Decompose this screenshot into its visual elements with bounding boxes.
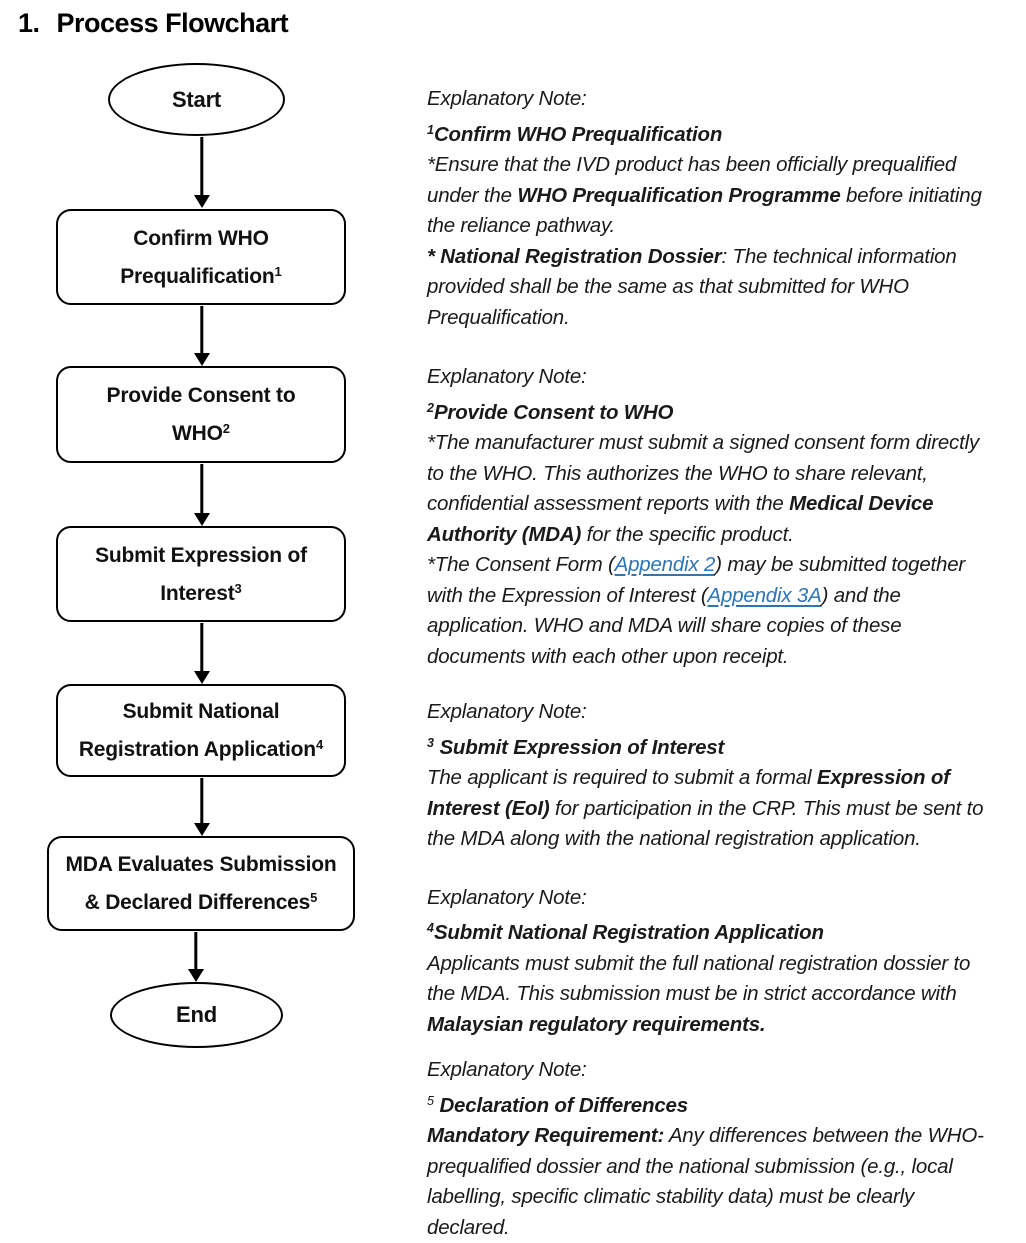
note-line — [427, 949, 1023, 980]
note-text-run: 3 — [427, 736, 434, 750]
note-line — [427, 824, 1023, 855]
note-text-run: documents with each other upon receipt. — [427, 645, 788, 668]
flow-arrow — [193, 778, 210, 836]
note-text-run: ) and the — [822, 584, 901, 607]
note-text-run: declared. — [427, 1216, 510, 1239]
note-line — [427, 913, 1023, 949]
note-text-run: WHO Prequalification Programme — [517, 184, 840, 207]
note-line — [427, 794, 1023, 825]
note-text-run: Expression of — [817, 766, 950, 789]
step-mda-evaluates-submission — [47, 836, 355, 931]
arrow-head-icon — [194, 353, 210, 366]
step-label-line2: Registration Application — [79, 738, 316, 761]
note-text-run: *The Consent Form ( — [427, 553, 615, 576]
step-label-line2: Interest — [160, 582, 234, 605]
note-line — [427, 393, 1023, 429]
note-line — [427, 84, 1023, 115]
note-text-run: Explanatory Note: — [427, 87, 587, 110]
note-line — [427, 611, 1023, 642]
note-text-run: 4 — [427, 921, 434, 935]
note-text-run: Medical Device — [789, 492, 933, 515]
note-line — [427, 642, 1023, 673]
end-node — [110, 982, 283, 1048]
page-title-text: Process Flowchart — [57, 8, 289, 38]
step-confirm-who-prequalification — [56, 209, 346, 305]
note-text-run: Explanatory Note: — [427, 886, 587, 909]
note-text-run: Explanatory Note: — [427, 365, 587, 388]
note-line — [427, 1086, 1023, 1122]
note-text-run: 2 — [427, 401, 434, 415]
arrow-shaft — [200, 306, 203, 355]
note-line — [427, 1213, 1023, 1243]
note-text-run: before initiating — [841, 184, 982, 207]
step-label-line2: & Declared Differences — [85, 891, 311, 914]
footnote-marker: 2 — [223, 421, 230, 436]
note-line — [427, 211, 1023, 242]
note-line — [427, 150, 1023, 181]
note-text-run: : The technical information — [722, 245, 957, 268]
note-line — [427, 1055, 1023, 1086]
note-text-run: Applicants must submit the full national registration dossier to — [427, 952, 970, 975]
note-text-run: for participation in the CRP. This must be sent to — [550, 797, 984, 820]
arrow-head-icon — [188, 969, 204, 982]
note-text-run: Interest (EoI) — [427, 797, 550, 820]
note-text-run: Declaration of Differences — [434, 1094, 688, 1117]
note-text-run: provided shall be the same as that submitted for WHO — [427, 275, 909, 298]
step-submit-national-registration-application — [56, 684, 346, 777]
note-line — [427, 1152, 1023, 1183]
note-text-run: *Ensure that the IVD product has been officially prequalified — [427, 153, 956, 176]
appendix-link[interactable]: Appendix 3A — [708, 584, 822, 607]
note-text-run: prequalified dossier and the national submission (e.g., local — [427, 1155, 953, 1178]
note-line — [427, 181, 1023, 212]
note-text-run: the MDA along with the national registration application. — [427, 827, 921, 850]
note-line — [427, 979, 1023, 1010]
note-text-run: labelling, specific climatic stability data) must be clearly — [427, 1185, 914, 1208]
note-line — [427, 459, 1023, 490]
arrow-head-icon — [194, 513, 210, 526]
note-text-run: the reliance pathway. — [427, 214, 615, 237]
note-text-run: ) may be submitted together — [715, 553, 965, 576]
step-submit-expression-of-interest — [56, 526, 346, 622]
note-line — [427, 303, 1023, 334]
footnote-marker: 1 — [275, 264, 282, 279]
footnote-marker: 5 — [310, 890, 317, 905]
note-text-run: to the WHO. This authorizes the WHO to share relevant, — [427, 462, 928, 485]
flow-arrow — [193, 306, 210, 366]
note-text-run: Explanatory Note: — [427, 700, 587, 723]
step-provide-consent-to-who — [56, 366, 346, 463]
arrow-shaft — [200, 137, 203, 197]
step-label — [95, 539, 307, 610]
step-label-line1: Provide Consent to — [107, 384, 296, 407]
footnote-marker: 3 — [235, 581, 242, 596]
note-line — [427, 272, 1023, 303]
arrow-shaft — [200, 778, 203, 825]
note-text-run: Submit National Registration Application — [434, 921, 824, 944]
explanatory-note — [427, 697, 1023, 855]
note-text-run: Any differences between the WHO- — [664, 1124, 984, 1147]
step-label-line1: Confirm WHO — [133, 227, 268, 250]
step-label — [107, 379, 296, 450]
note-text-run: Prequalification. — [427, 306, 569, 329]
note-text-run: application. WHO and MDA will share copies of these — [427, 614, 901, 637]
flow-arrow — [193, 137, 210, 208]
note-text-run: with the Expression of Interest ( — [427, 584, 708, 607]
arrow-head-icon — [194, 195, 210, 208]
step-label — [120, 222, 282, 293]
note-line — [427, 1010, 1023, 1041]
note-line — [427, 242, 1023, 273]
arrow-shaft — [194, 932, 197, 971]
explanatory-note — [427, 1055, 1023, 1243]
note-line — [427, 550, 1023, 581]
step-label-line1: MDA Evaluates Submission — [66, 853, 337, 876]
explanatory-note — [427, 84, 1023, 333]
arrow-head-icon — [194, 671, 210, 684]
arrow-head-icon — [194, 823, 210, 836]
note-line — [427, 1121, 1023, 1152]
note-text-run: Submit Expression of Interest — [434, 736, 724, 759]
note-line — [427, 697, 1023, 728]
note-text-run: under the — [427, 184, 517, 207]
note-text-run: Provide Consent to WHO — [434, 401, 673, 424]
note-text-run: *The manufacturer must submit a signed consent form directly — [427, 431, 979, 454]
note-line — [427, 520, 1023, 551]
note-text-run: 1 — [427, 123, 434, 137]
note-line — [427, 489, 1023, 520]
step-label-line1: Submit National — [123, 700, 280, 723]
note-text-run: The applicant is required to submit a formal — [427, 766, 817, 789]
start-node-label: Start — [172, 87, 221, 113]
note-line — [427, 1182, 1023, 1213]
note-text-run: Explanatory Note: — [427, 1058, 587, 1081]
arrow-shaft — [200, 623, 203, 673]
note-text-run: Malaysian regulatory requirements. — [427, 1013, 765, 1036]
explanatory-note — [427, 362, 1023, 672]
note-text-run: the MDA. This submission must be in strict accordance with — [427, 982, 957, 1005]
note-text-run: * National Registration Dossier — [427, 245, 722, 268]
step-label-line2: WHO — [172, 422, 223, 445]
flow-arrow — [193, 464, 210, 526]
note-line — [427, 883, 1023, 914]
step-label — [79, 695, 323, 766]
note-text-run: Mandatory Requirement: — [427, 1124, 664, 1147]
notes-column — [427, 84, 1023, 1243]
step-label-line2: Prequalification — [120, 265, 274, 288]
note-text-run: Confirm WHO Prequalification — [434, 123, 722, 146]
flow-arrow — [193, 623, 210, 684]
note-text-run: Authority (MDA) — [427, 523, 581, 546]
step-label — [66, 848, 337, 919]
footnote-marker: 4 — [316, 737, 323, 752]
appendix-link[interactable]: Appendix 2 — [615, 553, 716, 576]
note-line — [427, 581, 1023, 612]
page-title-number: 1. — [18, 8, 40, 39]
arrow-shaft — [200, 464, 203, 515]
flow-arrow — [187, 932, 204, 982]
note-line — [427, 763, 1023, 794]
note-line — [427, 428, 1023, 459]
start-node — [108, 63, 285, 136]
note-line — [427, 362, 1023, 393]
step-label-line1: Submit Expression of — [95, 544, 307, 567]
note-text-run: for the specific product. — [581, 523, 793, 546]
note-text-run: 5 — [427, 1094, 434, 1108]
explanatory-note — [427, 883, 1023, 1041]
end-node-label: End — [176, 1002, 217, 1028]
note-text-run: confidential assessment reports with the — [427, 492, 789, 515]
note-line — [427, 728, 1023, 764]
note-line — [427, 115, 1023, 151]
page-title — [18, 8, 288, 39]
